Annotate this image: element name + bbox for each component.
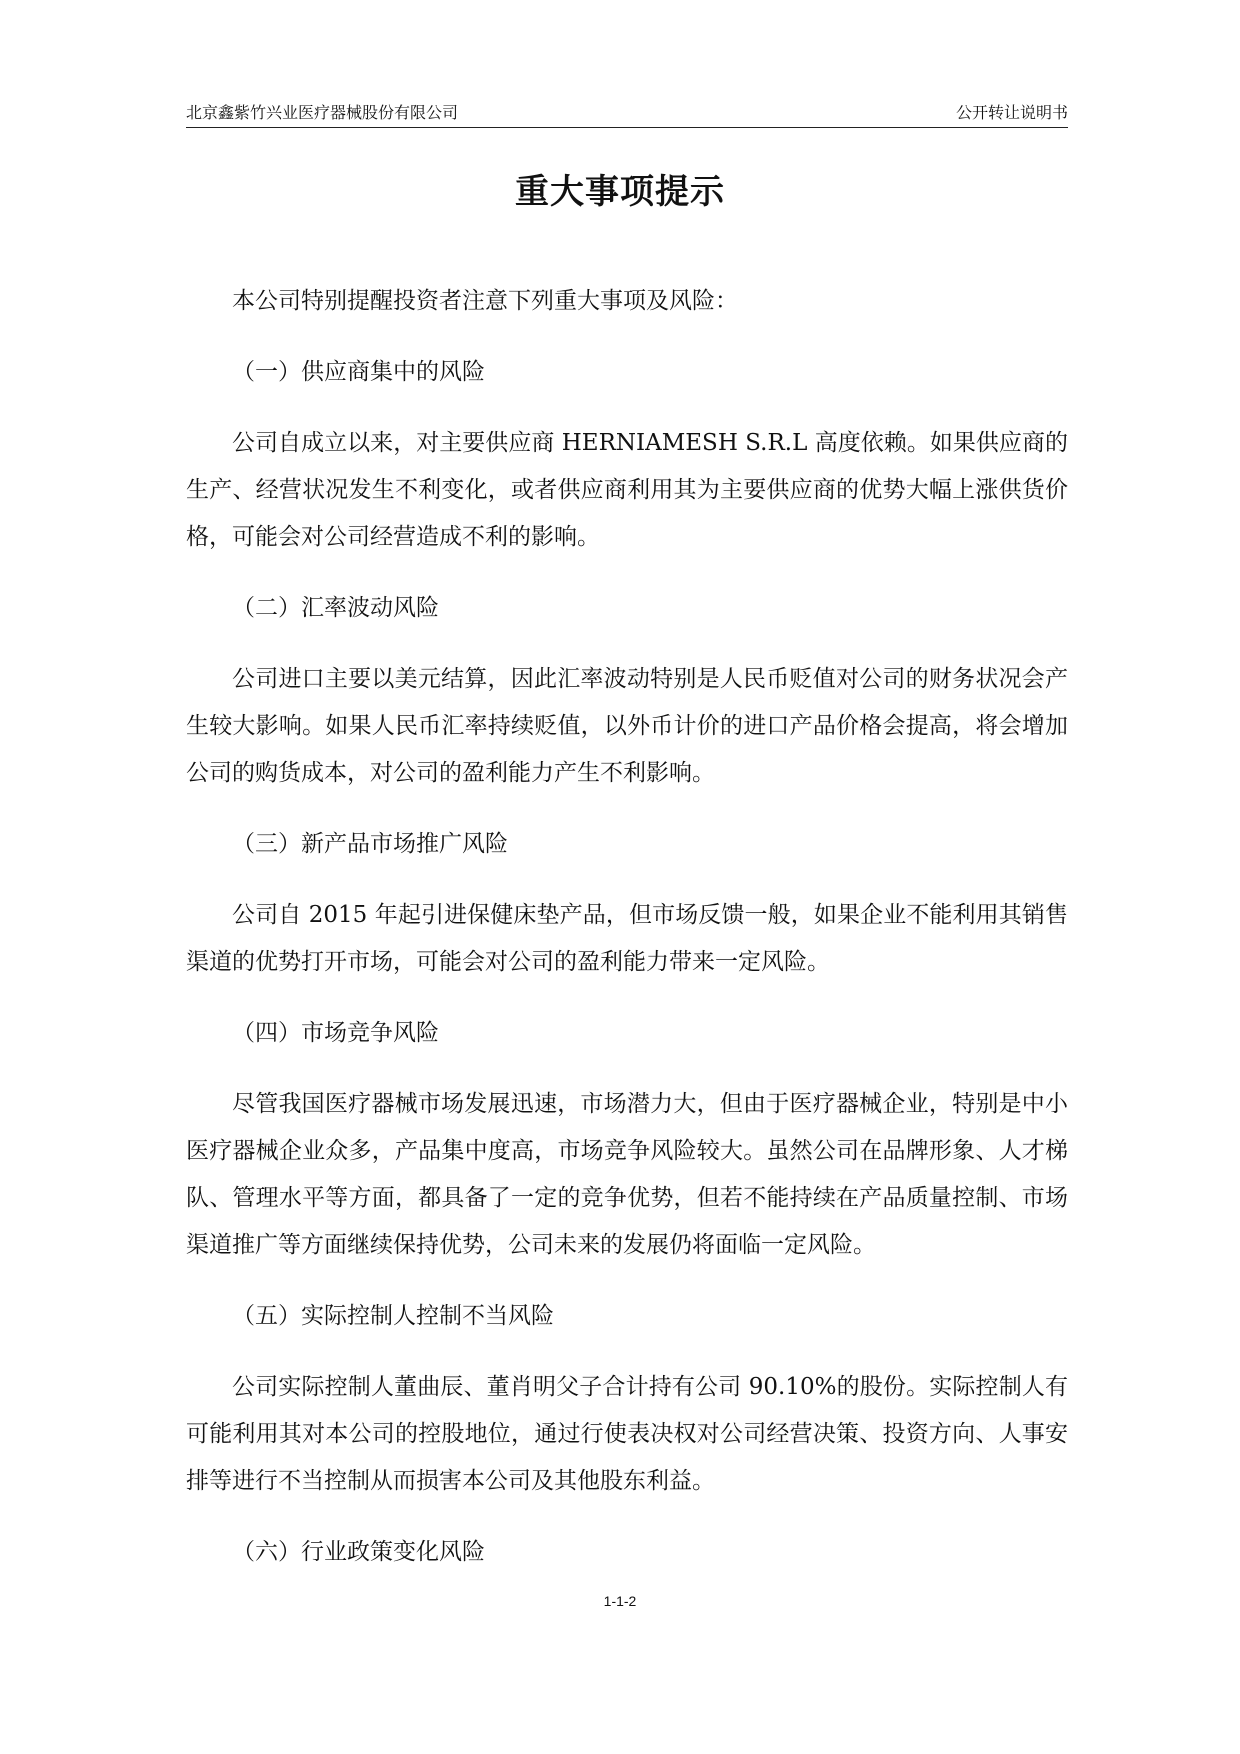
section-heading-policy-risk: （六）行业政策变化风险 xyxy=(232,1539,485,1565)
header-document-type: 公开转让说明书 xyxy=(955,103,1068,122)
section-heading-exchange-rate-risk: （二）汇率波动风险 xyxy=(232,595,439,621)
page-title: 重大事项提示 xyxy=(515,172,725,212)
header-divider xyxy=(186,127,1068,128)
section-body-new-product-risk: 公司自 2015 年起引进保健床垫产品，但市场反馈一般，如果企业不能利用其销售渠道的优势打开市场，可能会对公司的盈利能力带来一定风险。 xyxy=(186,902,1068,975)
section-body-competition-risk: 尽管我国医疗器械市场发展迅速，市场潜力大，但由于医疗器械企业，特别是中小医疗器械企业众多，产品集中度高，市场竞争风险较大。虽然公司在品牌形象、人才梯队、管理水平等方面，都具备了一定的竞争优势，但若不能持续在产品质量控制、市场渠道推广等方面继续保持优势，公司未来的发展仍将面临一定风险。 xyxy=(186,1091,1068,1258)
document-body xyxy=(186,278,1068,1600)
section-heading-competition-risk: （四）市场竞争风险 xyxy=(232,1020,439,1046)
section-body-control-risk: 公司实际控制人董曲辰、董肖明父子合计持有公司 90.10%的股份。实际控制人有可能利用其对本公司的控股地位，通过行使表决权对公司经营决策、投资方向、人事安排等进行不当控制从而损害本公司及其他股东利益。 xyxy=(186,1374,1068,1494)
section-heading-control-risk: （五）实际控制人控制不当风险 xyxy=(232,1303,554,1329)
header-company-name: 北京鑫紫竹兴业医疗器械股份有限公司 xyxy=(186,103,459,122)
section-heading-new-product-risk: （三）新产品市场推广风险 xyxy=(232,831,508,857)
page-number: 1-1-2 xyxy=(603,1593,637,1609)
section-heading-supplier-risk: （一）供应商集中的风险 xyxy=(232,359,485,385)
section-body-supplier-risk: 公司自成立以来，对主要供应商 HERNIAMESH S.R.L 高度依赖。如果供应商的生产、经营状况发生不利变化，或者供应商利用其为主要供应商的优势大幅上涨供货价格，可能会对公司经营造成不利的影响。 xyxy=(186,430,1068,550)
page-header xyxy=(186,100,1068,126)
section-body-exchange-rate-risk: 公司进口主要以美元结算，因此汇率波动特别是人民币贬值对公司的财务状况会产生较大影响。如果人民币汇率持续贬值，以外币计价的进口产品价格会提高，将会增加公司的购货成本，对公司的盈利能力产生不利影响。 xyxy=(186,666,1068,786)
intro-paragraph: 本公司特别提醒投资者注意下列重大事项及风险： xyxy=(232,288,738,314)
